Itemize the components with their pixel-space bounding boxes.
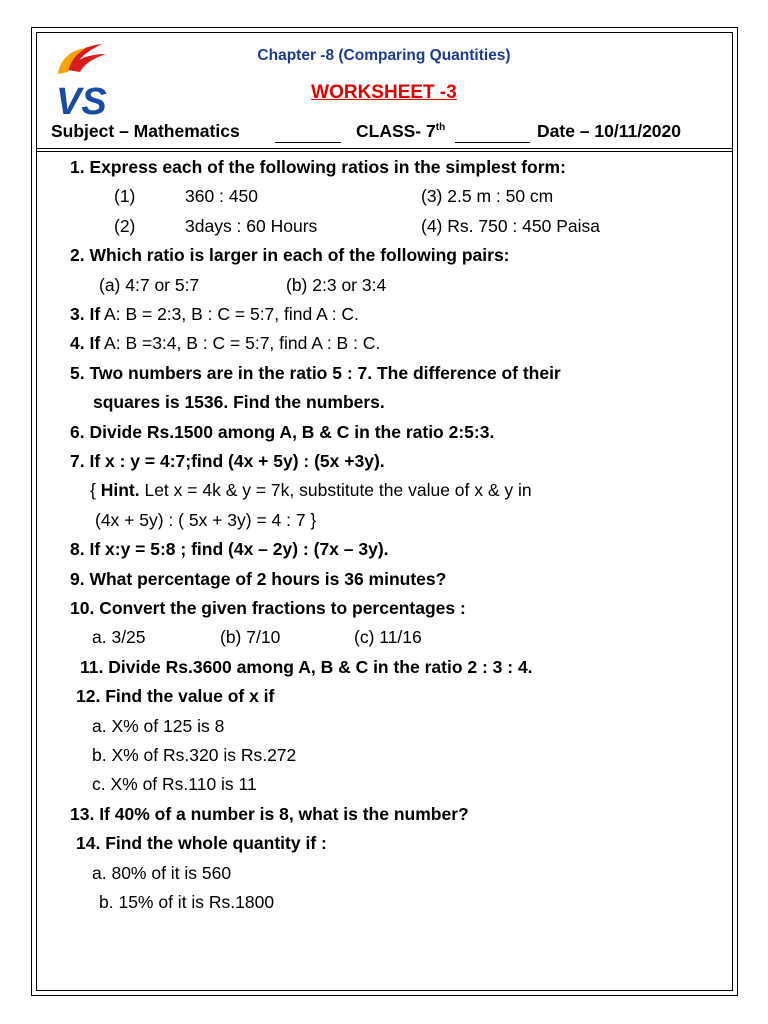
date-label: Date – 10/11/2020 (537, 121, 682, 141)
question-line: 14. Find the whole quantity if : (76, 833, 327, 853)
question-line: a. 80% of it is 560 (92, 863, 232, 883)
question-line: c. X% of Rs.110 is 11 (92, 774, 257, 794)
question-line: b. X% of Rs.320 is Rs.272 (92, 745, 297, 765)
option-item: a. 3/25 (92, 627, 146, 647)
question-line: 13. If 40% of a number is 8, what is the number? (70, 804, 469, 824)
question-line: 1. Express each of the following ratios in the simplest form: (70, 157, 566, 177)
blank-line (455, 142, 530, 143)
option-item: (4) Rs. 750 : 450 Paisa (421, 216, 600, 236)
question-line: 7. If x : y = 4:7;find (4x + 5y) : (5x +3y). (70, 451, 385, 471)
blank-line (275, 142, 341, 143)
svg-text:VS: VS (56, 81, 107, 122)
question-line: 12. Find the value of x if (76, 686, 275, 706)
question-line: 5. Two numbers are in the ratio 5 : 7. The difference of their (70, 363, 561, 383)
option-item: (b) 2:3 or 3:4 (286, 275, 387, 295)
question-line: 4. If A: B =3:4, B : C = 5:7, find A : B : C. (70, 333, 381, 353)
option-item: (b) 7/10 (220, 627, 281, 647)
question-line: squares is 1536. Find the numbers. (93, 392, 385, 412)
header-divider (36, 148, 733, 149)
option-item: (2) (114, 216, 136, 236)
subject-label: Subject – Mathematics (51, 121, 240, 141)
option-item: 360 : 450 (185, 186, 258, 206)
class-label: CLASS- 7th (356, 121, 446, 141)
question-line: 8. If x:y = 5:8 ; find (4x – 2y) : (7x – 3y). (70, 539, 389, 559)
option-item: (1) (114, 186, 136, 206)
option-item: (a) 4:7 or 5:7 (99, 275, 200, 295)
question-line: 3. If A: B = 2:3, B : C = 5:7, find A : C. (70, 304, 359, 324)
header-divider-double (36, 151, 733, 152)
question-line: a. X% of 125 is 8 (92, 716, 225, 736)
option-item: 3days : 60 Hours (185, 216, 318, 236)
question-line: 10. Convert the given fractions to percentages : (70, 598, 466, 618)
option-item: (c) 11/16 (354, 627, 422, 647)
question-line: 2. Which ratio is larger in each of the following pairs: (70, 245, 510, 265)
worksheet-title: WORKSHEET -3 (311, 82, 457, 103)
question-line: 6. Divide Rs.1500 among A, B & C in the ratio 2:5:3. (70, 422, 495, 442)
question-line: (4x + 5y) : ( 5x + 3y) = 4 : 7 } (95, 510, 317, 530)
question-line: 11. Divide Rs.3600 among A, B & C in the ratio 2 : 3 : 4. (80, 657, 533, 677)
question-line: { Hint. Let x = 4k & y = 7k, substitute the value of x & y in (90, 480, 532, 500)
option-item: (3) 2.5 m : 50 cm (421, 186, 554, 206)
question-line: b. 15% of it is Rs.1800 (99, 892, 275, 912)
question-line: 9. What percentage of 2 hours is 36 minutes? (70, 569, 447, 589)
chapter-title: Chapter -8 (Comparing Quantities) (257, 47, 511, 64)
